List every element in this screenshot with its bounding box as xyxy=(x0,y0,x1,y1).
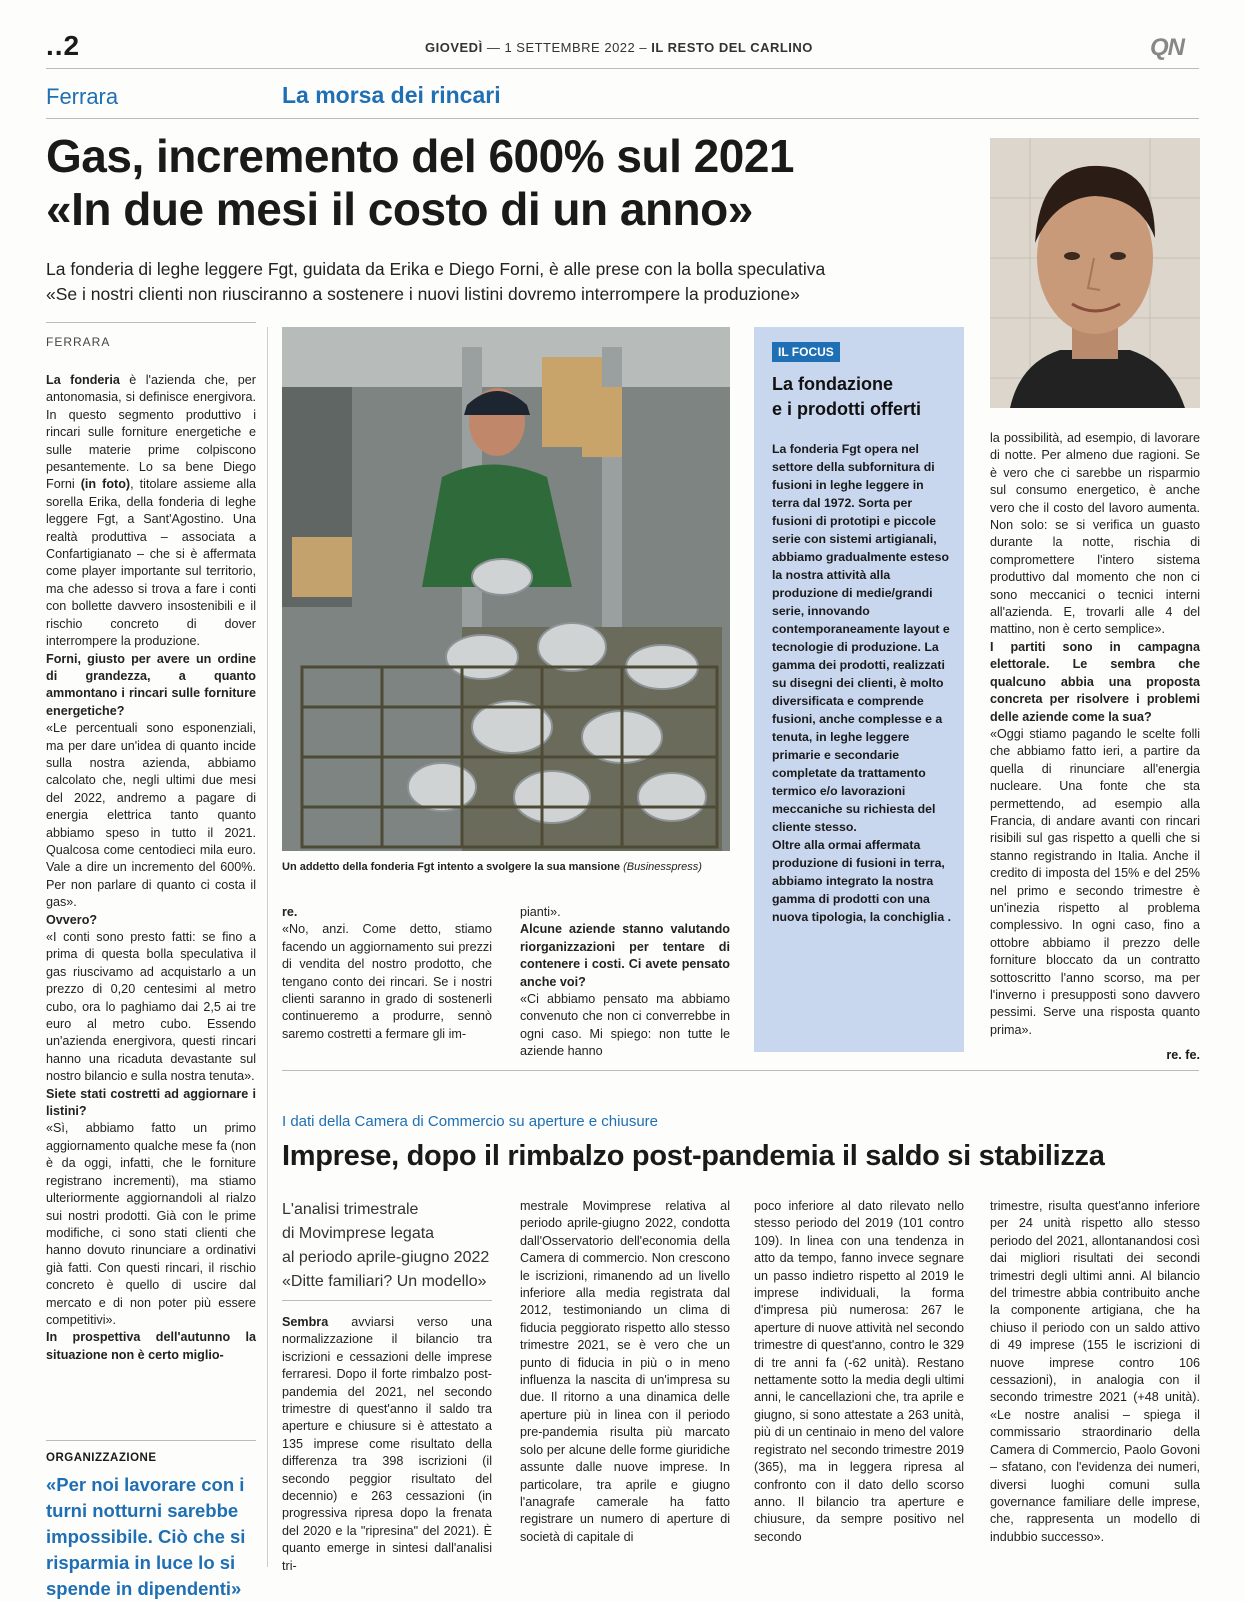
page-number: ..2 xyxy=(46,30,81,61)
second-subhead-rule xyxy=(282,1300,492,1301)
dateline xyxy=(425,40,813,55)
second-text-1: avviarsi verso una normalizzazione il bilancio tra iscrizioni e cessazioni delle imprese ferraresi. Dopo il forte rimbalzo post-pandemia del 2021, nel secondo trimestre di quest'anno il saldo tra aperture e chiusure si è attestato a 135 imprese come risultato della differenza tra 398 iscrizioni (il secondo peggior risultato del decennio) e 263 cessazioni (in progressiva ripresa dopo la frenata del 2020 e la "ripresina" del 2021). È quanto emerge in sintesi dall'analisi tri- xyxy=(282,1315,492,1573)
pullquote: «Per noi lavorare con i turni notturni sarebbe impossibile. Ciò che si risparmia in luce lo si spende in dipendenti» xyxy=(46,1474,246,1599)
second-subhead-line-3: al periodo aprile-giugno 2022 xyxy=(282,1249,490,1266)
headline xyxy=(46,130,966,236)
masthead-rule xyxy=(46,68,1199,69)
second-column-1 xyxy=(282,1314,492,1575)
focus-title xyxy=(772,372,952,422)
question-5: Alcune aziende stanno valutando riorganizzazioni per tentare di contenere i costi. Ci avete pensato anche voi? xyxy=(520,922,730,989)
second-column-2 xyxy=(520,1198,730,1546)
caption-text: Un addetto della fonderia Fgt intento a svolgere la sua mansione xyxy=(282,861,621,873)
second-column-3 xyxy=(754,1198,964,1546)
foundry-illustration xyxy=(282,327,730,851)
intro-text-2: , titolare assieme alla sorella Erika, della fonderia di leghe leggere Fgt, a Sant'Agostino. Una realtà produttiva – associata a Confartigianato – che si è affermata come player importante sul territorio, ma che adesso si trova a fare i conti con bollette davvero insostenibili e il rischio concreto di dover interrompere la produzione. xyxy=(46,477,257,649)
answer-4: «No, anzi. Come detto, stiamo facendo un aggiornamento sui prezzi di vendita del nostro prodotto, che tengano conto dei rincari. Se i nostri clienti saranno in grado di sostenerli continueremo a produrre, sennò saremo costretti a fermare gli im- xyxy=(282,922,492,1041)
second-article-rule xyxy=(282,1070,1199,1071)
qn-logo: QN xyxy=(1150,34,1184,61)
subhead-line-2: «Se i nostri clienti non riusciranno a sostenere i nuovi listini dovremo interrompere la produzione» xyxy=(46,284,800,304)
focus-title-line-2: e i prodotti offerti xyxy=(772,399,921,419)
lead-in: La fonderia xyxy=(46,373,120,387)
paper-name: IL RESTO DEL CARLINO xyxy=(651,40,813,55)
answer-2: «I conti sono presto fatti: se fino a prima di questa bolla speculativa il gas riuscivamo ad acquistarlo a un prezzo di 0,20 centesimi al metro cubo, ora lo paghiamo dai 2,5 ai tre euro al metro cubo. Essendo un'azienda energivora, questi rincari hanno una ricaduta devastante sul nostro bilancio e sulla nostra tenuta». xyxy=(46,930,256,1084)
second-subhead xyxy=(282,1198,492,1294)
article-column-2 xyxy=(282,904,492,1043)
intro-paragraph xyxy=(46,372,256,651)
second-text-3: poco inferiore al dato rilevato nello stesso periodo del 2019 (101 contro 109). In linea con una tendenza in atto da tempo, fanno invece segnare un passo indietro rispetto al 2019 le imprese individuali, la forma d'impresa più numerosa: 267 le aperture di nuove attività nel secondo trimestre di quest'anno, contro le 329 di tre anni fa (-62 unità). Restano nettamente sotto la media degli ultimi anni, le cancellazioni che, tra aprile e giugno, si sono attestate a 263 unità, più di un centinaio in meno del valore registrato nel secondo trimestre 2019 (365), ma in leggera ripresa al confronto con il dato dello scorso anno. Il bilancio tra aperture e chiusure, da sempre positivo nel secondo xyxy=(754,1199,964,1544)
intro-text: è l'azienda che, per antonomasia, si definisce energivora. In questo segmento produttivo i rincari sulle forniture energetiche e sulle materie prime colpiscono pesantemente. Lo sa bene Diego Forni xyxy=(46,373,256,492)
second-text-4: trimestre, risulta quest'anno inferiore per 24 unità rispetto allo stesso periodo del 2021, allontanandosi così dai migliori risultati dei secondi trimestri degli ultimi anni. Al bilancio del trimestre abbia contribuito anche la componente artigiana, che ha chiuso il periodo con un saldo attivo di 49 imprese (155 le iscrizioni di nuove imprese contro 106 cessazioni), in analogia con il secondo trimestre 2021 (+48 unità). «Le nostre analisi – spiega il commissario straordinario della Camera di Commercio, Paolo Govoni – sfatano, con l'evidenza dei numeri, diversi luoghi comuni sulla governance familiare delle imprese, che, rappresenta un modello di indubbio successo». xyxy=(990,1199,1200,1544)
dateline-dash: — xyxy=(486,40,505,55)
second-text-2: mestrale Movimprese relativa al periodo aprile-giugno 2022, condotta dall'Osservatorio dell'economia della Camera di commercio. Non crescono le iscrizioni, rimanendo ad un livello inferiore alla media registrata dal 2012, testimoniando un clima di fiducia peggiorato rispetto allo stesso trimestre 2021, se è vero che un punto di fiducia in più o in meno influenza la nascita di un'impresa su due. Il ritorno a una dinamica delle aperture più in linea con il periodo pre-pandemia risulta più marcato solo per alcune delle forme giuridiche assunte dalle nuove imprese. In particolare, tra aprile e giugno l'anagrafe camerale ha fatto registrare un numero di aperture di società di capitale di xyxy=(520,1199,730,1544)
question-4: In prospettiva dell'autunno la situazione non è certo miglio- xyxy=(46,1330,256,1362)
focus-tag: IL FOCUS xyxy=(772,342,840,362)
headline-line-2: «In due mesi il costo di un anno» xyxy=(46,183,753,235)
portrait-photo xyxy=(990,138,1200,408)
focus-body xyxy=(772,440,952,926)
article-column-4 xyxy=(990,430,1200,1039)
focus-title-line-1: La fondazione xyxy=(772,374,893,394)
second-kicker: I dati della Camera di Commercio su aperture e chiusure xyxy=(282,1113,659,1130)
focus-lead-in: La fonderia xyxy=(772,442,839,456)
pullquote-rule xyxy=(46,1440,256,1441)
answer-1: «Le percentuali sono esponenziali, ma per dare un'idea di quanto incide sulla nostra azienda, abbiamo calcolato che, negli ultimi due mesi del 2022, andremo a pagare di energia elettrica tanto quanto abbiamo speso in tutto il 2021. Qualcosa come centodieci mila euro. Vale a dire un incremento del 600%. Per non parlare di quanto ci costa il gas». xyxy=(46,721,256,910)
focus-paragraph-1 xyxy=(772,440,952,836)
dateline-dash: – xyxy=(639,40,652,55)
second-paragraph-1 xyxy=(282,1314,492,1575)
kicker: La morsa dei rincari xyxy=(282,82,501,108)
second-subhead-line-2: di Movimprese legata xyxy=(282,1225,435,1242)
byline-rule xyxy=(46,322,256,323)
focus-text: Fgt opera nel settore della subfornitura di fusioni in leghe leggere in terra dal 1972. Sorta per fusioni di prototipi e piccole serie con sistemi artigianali, abbiamo gradualmente esteso la nostra attività alla produzione di medie/grandi serie, innovando contemporaneamente layout e tecnologie di produzione. La gamma dei prodotti, realizzati su disegni dei clienti, è molto diversificata e comprende fusioni, anche complesse e a tenuta, in leghe leggere primarie e secondarie completate da trattamento termico e/o lavorazioni meccaniche su richiesta del cliente stesso. xyxy=(772,442,950,834)
weekday: GIOVEDÌ xyxy=(425,40,483,55)
article-column-1 xyxy=(46,372,256,1364)
question-4-end: re. xyxy=(282,905,298,919)
question-2: Ovvero? xyxy=(46,912,98,927)
section-rule xyxy=(46,118,1199,119)
second-subhead-line-4: «Ditte familiari? Un modello» xyxy=(282,1273,487,1290)
portrait-illustration xyxy=(990,138,1200,408)
answer-6: «Oggi stiamo pagando le scelte folli che abbiamo fatto ieri, a partire da quella di rinunciare all'energia nucleare. Una fonte che sta permettendo, ad esempio alla Francia, di andare avanti con rincari risibili sul gas rispetto a quelli che si stanno registrando in Italia. Anche il credito di imposta del 15% e del 25% nel primo e secondo trimestre è un'inezia rispetto al problema complessivo. In ogni caso, fino a ottobre abbiamo il prezzo delle forniture bloccato da un contratto sottoscritto l'anno scorso, ma per l'inverno i presupposti sono davvero pessimi. Serve una risposta quanto prima». xyxy=(990,726,1200,1037)
subhead-line-1: La fonderia di leghe leggere Fgt, guidata da Erika e Diego Forni, è alle prese con la bolla speculativa xyxy=(46,259,826,279)
article-column-3 xyxy=(520,904,730,1061)
focus-paragraph-2: Oltre alla ormai affermata produzione di fusioni in terra, abbiamo integrato la nostra gamma di prodotti con una nuova tipologia, la conchiglia . xyxy=(772,838,952,924)
question-6: I partiti sono in campagna elettorale. Le sembra che qualcuno abbia una proposta concreta per risolvere i problemi delle aziende come la sua? xyxy=(990,639,1200,724)
photo-reference: (in foto) xyxy=(80,477,131,492)
question-1: Forni, giusto per avere un ordine di grandezza, a quanto ammontano i rincari sulle forniture energetiche? xyxy=(46,651,256,718)
date: 1 SETTEMBRE 2022 xyxy=(504,40,636,55)
photo-credit: (Businesspress) xyxy=(623,861,702,873)
byline: FERRARA xyxy=(46,335,111,349)
pullquote-label: ORGANIZZAZIONE xyxy=(46,1452,157,1464)
headline-line-1: Gas, incremento del 600% sul 2021 xyxy=(46,130,794,182)
column-divider xyxy=(267,327,268,1567)
photo-caption xyxy=(282,861,730,873)
answer-5-end: la possibilità, ad esempio, di lavorare di notte. Per almeno due ragioni. Se è vero che ci sarebbe un risparmio sul consumo energetico, è anche vero che il costo del lavoro aumenta. Non solo: se si verifica un guasto durante la notte, rischia di compromettere l'intero sistema produttivo dal momento che non ci sono meccanici o tecnici interni all'azienda. E, trovarli alle 4 del mattino, non è certo semplice». xyxy=(990,431,1200,637)
answer-4-end: pianti». xyxy=(520,905,561,919)
answer-3: «Sì, abbiamo fatto un primo aggiornamento qualche mese fa (non è da oggi, infatti, che le forniture registrano incrementi), ma stiamo ulteriormente aggiornandoli al rialzo sui nostri prodotti. Già con le prime modifiche, ci sono stati clienti che hanno dovuto rinunciare a ordinativi già fatti. Con questi rincari, il rischio concreto è quello di uscire dal mercato e di non poter più essere competitivi». xyxy=(46,1121,256,1327)
section-label: Ferrara xyxy=(46,84,119,109)
second-column-4 xyxy=(990,1198,1200,1546)
question-3: Siete stati costretti ad aggiornare i listini? xyxy=(46,1086,256,1119)
foundry-photo xyxy=(282,327,730,851)
author-signature: re. fe. xyxy=(1166,1048,1200,1062)
second-subhead-line-1: L'analisi trimestrale xyxy=(282,1201,419,1218)
second-lead-in: Sembra xyxy=(282,1315,329,1329)
subhead xyxy=(46,257,976,307)
second-headline: Imprese, dopo il rimbalzo post-pandemia il saldo si stabilizza xyxy=(282,1140,1105,1172)
answer-5: «Ci abbiamo pensato ma abbiamo convenuto che non ci converrebbe in ogni caso. Mi spiego: non tutte le aziende hanno xyxy=(520,992,730,1059)
